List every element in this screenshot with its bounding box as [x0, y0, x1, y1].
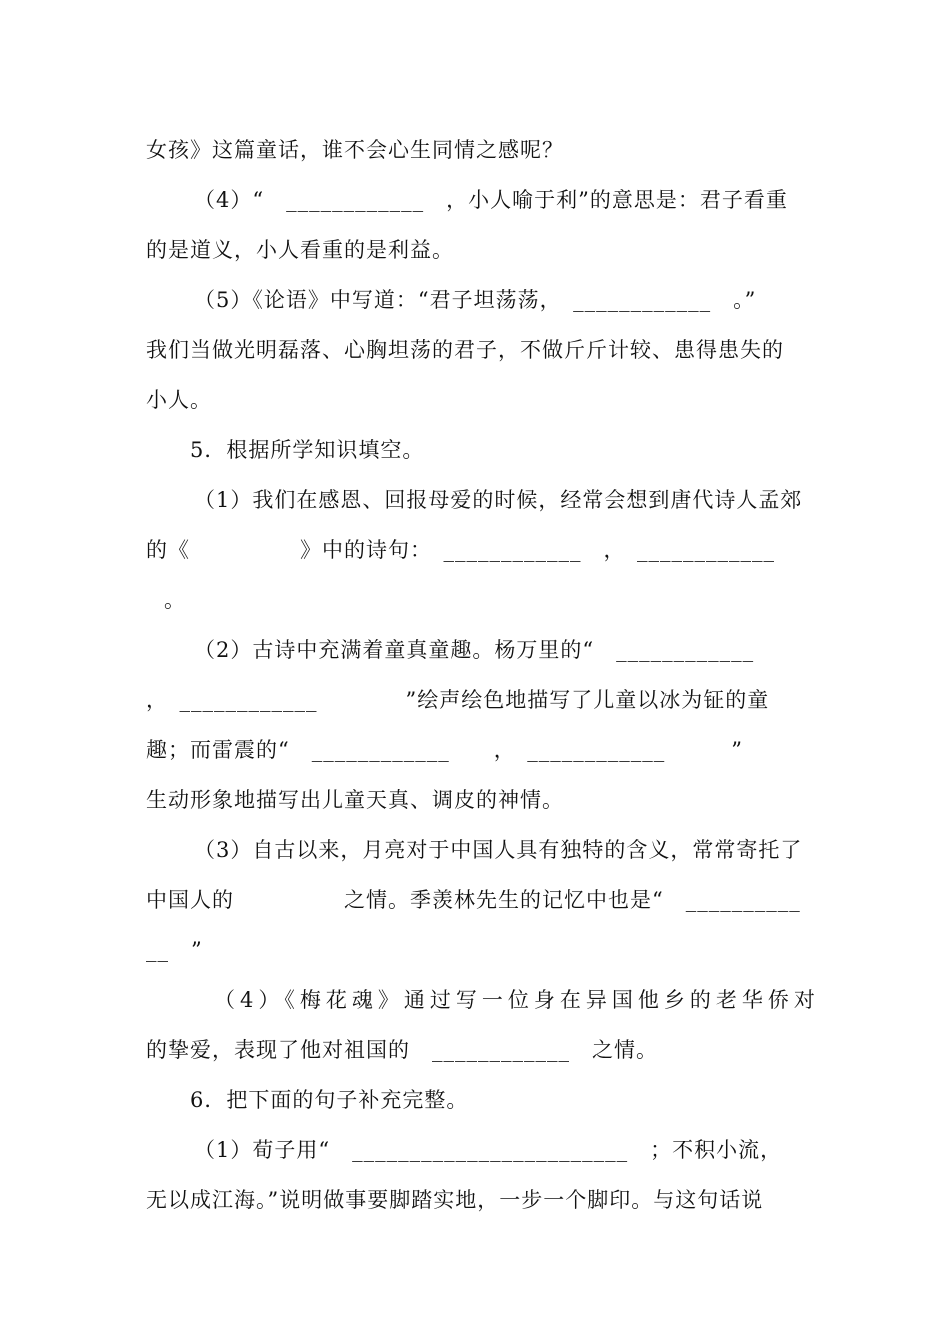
text-line-16: 中国人的 之情。季羡林先生的记忆中也是“ __________ — [146, 888, 801, 912]
text-line-10: 。 — [164, 588, 186, 612]
question-5-3: （3）自古以来，月亮对于中国人具有独特的含义，常常寄托了 — [194, 838, 803, 862]
text-line-13: 趣；而雷震的“ ____________ ， ____________ ” — [146, 738, 743, 762]
question-6-heading: 6．把下面的句子补充完整。 — [190, 1088, 469, 1112]
text-line-12: ， ____________ ”绘声绘色地描写了儿童以冰为钲的童 — [146, 688, 770, 712]
question-5-heading: 5．根据所学知识填空。 — [190, 438, 425, 462]
text-line-3: 的是道义，小人看重的是利益。 — [146, 238, 454, 262]
question-4-5: （5）《论语》中写道：“君子坦荡荡， ____________ 。” — [194, 288, 757, 312]
question-5-1: （1）我们在感恩、回报母爱的时候，经常会想到唐代诗人孟郊 — [194, 488, 803, 512]
question-5-4: （4）《梅花魂》通过写一位身在异国他乡的老华侨对 — [214, 988, 820, 1012]
text-line-9: 的《 》中的诗句： ____________ ， ____________ — [146, 538, 775, 562]
text-line-14: 生动形象地描写出儿童天真、调皮的神情。 — [146, 788, 564, 812]
question-6-1: （1）荀子用“ ________________________ ；不积小流， — [194, 1138, 783, 1162]
text-line-1: 女孩》这篇童话，谁不会心生同情之感呢？ — [146, 138, 564, 162]
text-line-17: __ ” — [146, 938, 203, 962]
text-line-22: 无以成江海。”说明做事要脚踏实地，一步一个脚印。与这句话说 — [146, 1188, 764, 1212]
question-5-2: （2）古诗中充满着童真童趣。杨万里的“ ____________ — [194, 638, 755, 662]
text-line-6: 小人。 — [146, 388, 212, 412]
question-4-4: （4）“ ____________ ，小人喻于利”的意思是：君子看重 — [194, 188, 788, 212]
text-line-19: 的挚爱，表现了他对祖国的 ____________ 之情。 — [146, 1038, 658, 1062]
text-line-5: 我们当做光明磊落、心胸坦荡的君子，不做斤斤计较、患得患失的 — [146, 338, 784, 362]
